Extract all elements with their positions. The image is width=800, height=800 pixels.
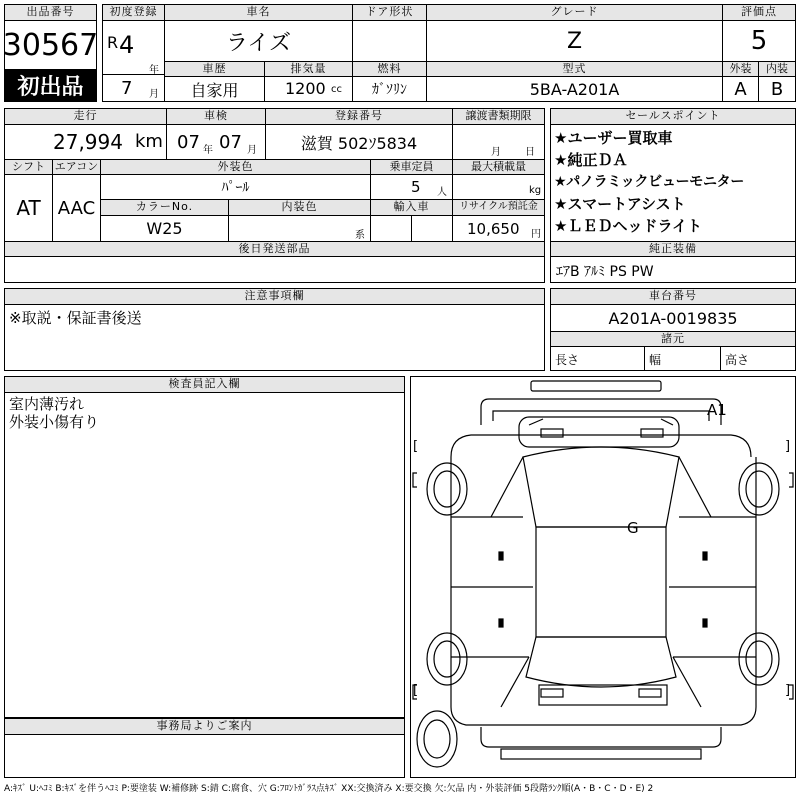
sales-points <box>551 127 795 239</box>
insp-month: 07 <box>219 132 242 153</box>
damage-mark-g: G <box>627 519 639 537</box>
insp-month-unit: 月 <box>247 145 257 156</box>
later-parts-label: 後日発送部品 <box>5 241 544 257</box>
mirror-bracket-right-rear: ] <box>785 683 791 698</box>
recycle-value: 10,650 <box>467 220 520 238</box>
fuel-label: 燃料 <box>353 61 427 77</box>
sales-point: ★ユーザー買取車 <box>554 129 673 147</box>
disp-unit: cc <box>331 84 342 95</box>
office-label: 事務局よりご案内 <box>5 719 404 735</box>
inspection-label: 車検 <box>167 109 266 125</box>
mirror-bracket-right-front: ] <box>785 439 791 454</box>
sales-point: ★パノラミックビューモニター <box>554 174 745 190</box>
mileage-unit: km <box>135 131 163 152</box>
transfer-day: 日 <box>525 147 535 158</box>
sales-label: セールスポイント <box>551 109 795 125</box>
capacity-cell <box>371 175 453 200</box>
mirror-bracket-left-rear: [ <box>413 683 419 698</box>
grade-value: Z <box>427 21 723 61</box>
interior-cell <box>229 216 371 241</box>
length-label: 長さ <box>555 353 580 367</box>
model-label: 型式 <box>427 61 723 77</box>
capacity-label: 乗車定員 <box>371 159 453 175</box>
sales-point: ★純正ＤＡ <box>554 151 628 169</box>
recycle-label: リサイクル預託金 <box>453 200 544 216</box>
legend-text: A:ｷｽﾞ U:ﾍｺﾐ B:ｷｽﾞを伴うﾍｺﾐ P:要塗装 W:補修跡 S:錆 C:腐食、穴 G:ﾌﾛﾝﾄｶﾞﾗｽ点ｷｽﾞ XX:交換済み X:要交換 欠:欠品 内・外装評価 5段階ﾗﾝｸ順(A・B・C・D・E) 2 <box>4 784 654 794</box>
capacity-unit: 人 <box>437 187 447 198</box>
notes-value: ※取説・保証書後送 <box>9 309 142 327</box>
capacity-value: 5 <box>411 178 421 196</box>
equipment-label: 純正装備 <box>551 241 795 257</box>
interior-unit: 系 <box>355 230 365 241</box>
length-cell <box>551 347 645 370</box>
width-cell <box>645 347 721 370</box>
ext-grade: A <box>723 77 759 101</box>
color-value: ﾊﾟｰﾙ <box>101 175 371 200</box>
lot-label: 出品番号 <box>5 5 96 21</box>
car-diagram <box>410 376 796 778</box>
disp-label: 排気量 <box>265 61 353 77</box>
reg-divider <box>103 74 165 75</box>
grade-label: グレード <box>427 5 723 21</box>
chassis-label: 車台番号 <box>551 289 795 305</box>
later-parts-value <box>5 257 544 282</box>
interior-label: 内装色 <box>229 200 371 216</box>
load-cell <box>453 175 544 200</box>
damage-mark-a1: A1 <box>707 401 727 419</box>
chassis-value: A201A-0019835 <box>608 308 738 328</box>
recycle-cell <box>453 216 544 241</box>
fuel-value: ｶﾞｿﾘﾝ <box>353 77 427 101</box>
transfer-label: 譲渡書類期限 <box>453 109 544 125</box>
transfer-cell <box>453 125 544 159</box>
shift-label: シフト <box>5 159 53 175</box>
shift-value: AT <box>5 175 53 241</box>
lot-number: 30567 <box>2 27 99 63</box>
load-unit: kg <box>529 185 542 196</box>
lot-section <box>4 4 97 102</box>
width-label: 幅 <box>649 353 662 367</box>
import-label: 輸入車 <box>371 200 453 216</box>
colorno-value: W25 <box>101 216 229 241</box>
door-label: ドア形状 <box>353 5 427 21</box>
height-label: 高さ <box>725 353 750 367</box>
spec-label: 諸元 <box>551 331 795 347</box>
equipment-value: ｴｱB ｱﾙﾐ PS PW <box>556 264 654 280</box>
import-cell-b <box>412 216 453 241</box>
height-cell <box>721 347 795 370</box>
ext-label: 外装 <box>723 61 759 77</box>
history-value: 自家用 <box>165 77 265 101</box>
month-unit: 月 <box>149 89 159 100</box>
reg-number-value: 滋賀 502ｿ5834 <box>266 125 453 159</box>
reg-number-label: 登録番号 <box>266 109 453 125</box>
inspector-label: 検査員記入欄 <box>5 377 404 393</box>
mirror-bracket-left-front: [ <box>413 439 419 454</box>
month-num: 7 <box>121 78 133 99</box>
disp-cell <box>265 77 353 101</box>
color-label: 外装色 <box>101 159 371 175</box>
first-listing-badge: 初出品 <box>5 69 96 101</box>
load-label: 最大積載量 <box>453 159 544 175</box>
int-label: 内装 <box>759 61 795 77</box>
inspector-value: 室内薄汚れ 外装小傷有り <box>9 395 100 431</box>
ac-value: AAC <box>53 175 101 241</box>
mileage-label: 走行 <box>5 109 167 125</box>
car-outline-svg <box>411 377 795 777</box>
year-num: 4 <box>119 31 135 59</box>
insp-year: 07 <box>177 132 200 153</box>
insp-year-unit: 年 <box>203 145 213 156</box>
sales-point: ★ＬＥＤヘッドライト <box>554 217 702 235</box>
disp-value: 1200 <box>285 79 326 98</box>
door-value <box>353 21 427 61</box>
notes-label: 注意事項欄 <box>5 289 544 305</box>
import-cell-a <box>371 216 412 241</box>
sales-point: ★スマートアシスト <box>554 195 686 213</box>
score-value: 5 <box>750 26 768 56</box>
inspection-cell <box>167 125 266 159</box>
recycle-unit: 円 <box>531 229 541 240</box>
year-unit: 年 <box>149 65 159 76</box>
int-grade: B <box>770 78 784 100</box>
ac-label: エアコン <box>53 159 101 175</box>
first-reg-cell <box>103 21 165 101</box>
mileage-value: 27,994 <box>53 130 123 154</box>
score-label: 評価点 <box>723 5 795 21</box>
name-label: 車名 <box>165 5 353 21</box>
model-value: 5BA-A201A <box>427 77 723 101</box>
colorno-label: カラーNo. <box>101 200 229 216</box>
car-name: ライズ <box>165 21 353 61</box>
transfer-month: 月 <box>491 147 501 158</box>
mileage-cell <box>5 125 167 159</box>
history-label: 車歴 <box>165 61 265 77</box>
era: R <box>107 33 119 52</box>
first-reg-label: 初度登録 <box>103 5 165 21</box>
